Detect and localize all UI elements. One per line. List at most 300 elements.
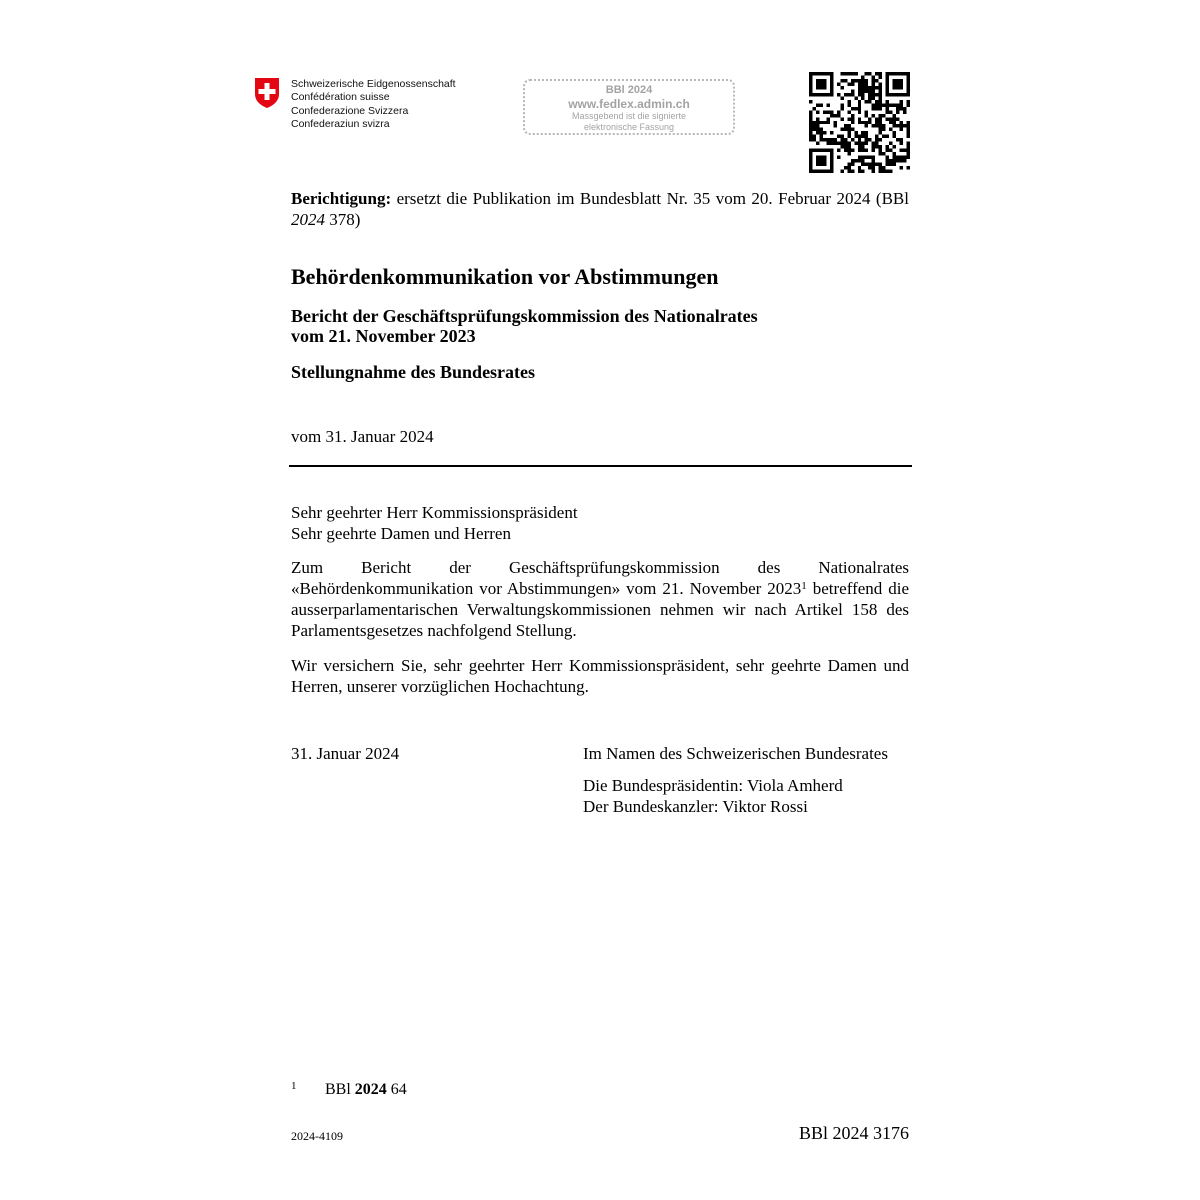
qr-module bbox=[896, 82, 899, 85]
qr-module bbox=[847, 117, 850, 120]
qr-module bbox=[816, 142, 819, 145]
qr-module bbox=[882, 103, 885, 106]
qr-module bbox=[858, 121, 861, 124]
qr-module bbox=[872, 82, 875, 85]
qr-module bbox=[900, 121, 903, 124]
qr-module bbox=[809, 75, 812, 78]
qr-module bbox=[907, 121, 910, 124]
qr-module bbox=[893, 114, 896, 117]
qr-module bbox=[879, 170, 882, 173]
qr-module bbox=[809, 131, 812, 134]
qr-module bbox=[812, 170, 815, 173]
qr-module bbox=[861, 75, 864, 78]
qr-module bbox=[861, 156, 864, 159]
qr-module bbox=[847, 166, 850, 169]
qr-module bbox=[882, 128, 885, 131]
qr-module bbox=[819, 121, 822, 124]
qr-module bbox=[879, 114, 882, 117]
qr-module bbox=[844, 145, 847, 148]
qr-module bbox=[861, 93, 864, 96]
qr-module bbox=[809, 135, 812, 138]
qr-module bbox=[816, 159, 819, 162]
qr-module bbox=[816, 79, 819, 82]
qr-module bbox=[837, 142, 840, 145]
qr-module bbox=[872, 166, 875, 169]
qr-module bbox=[886, 110, 889, 113]
qr-module bbox=[812, 149, 815, 152]
qr-module bbox=[851, 163, 854, 166]
qr-module bbox=[830, 152, 833, 155]
salutation bbox=[291, 502, 578, 544]
qr-module bbox=[809, 110, 812, 113]
qr-module bbox=[858, 135, 861, 138]
qr-module bbox=[865, 138, 868, 141]
qr-module bbox=[893, 82, 896, 85]
qr-module bbox=[816, 72, 819, 75]
qr-module bbox=[858, 142, 861, 145]
qr-module bbox=[837, 156, 840, 159]
qr-module bbox=[879, 103, 882, 106]
qr-module bbox=[861, 121, 864, 124]
qr-module bbox=[886, 72, 889, 75]
correction-year: 2024 bbox=[291, 210, 325, 229]
qr-module bbox=[872, 93, 875, 96]
qr-module bbox=[868, 156, 871, 159]
qr-module bbox=[903, 156, 906, 159]
document-date: vom 31. Januar 2024 bbox=[291, 427, 434, 446]
qr-module bbox=[900, 142, 903, 145]
qr-module bbox=[854, 159, 857, 162]
qr-module bbox=[861, 142, 864, 145]
qr-module bbox=[826, 117, 829, 120]
qr-module bbox=[854, 135, 857, 138]
qr-module bbox=[875, 145, 878, 148]
qr-module bbox=[840, 96, 843, 99]
qr-module bbox=[851, 114, 854, 117]
qr-module bbox=[809, 166, 812, 169]
qr-module bbox=[886, 100, 889, 103]
qr-module bbox=[872, 107, 875, 110]
qr-module bbox=[875, 86, 878, 89]
qr-module bbox=[809, 124, 812, 127]
qr-module bbox=[851, 117, 854, 120]
qr-module bbox=[907, 131, 910, 134]
qr-module bbox=[830, 159, 833, 162]
qr-module bbox=[840, 72, 843, 75]
qr-module bbox=[903, 72, 906, 75]
signature-on-behalf: Im Namen des Schweizerischen Bundesrates bbox=[583, 744, 888, 763]
qr-module bbox=[847, 145, 850, 148]
qr-module bbox=[893, 121, 896, 124]
qr-module bbox=[900, 107, 903, 110]
qr-module bbox=[847, 149, 850, 152]
qr-module bbox=[812, 121, 815, 124]
qr-module bbox=[896, 107, 899, 110]
qr-module bbox=[900, 149, 903, 152]
qr-module bbox=[823, 72, 826, 75]
stamp-note-1: Massgebend ist die signierte bbox=[571, 111, 687, 121]
qr-module bbox=[816, 103, 819, 106]
qr-module bbox=[868, 89, 871, 92]
qr-module bbox=[830, 170, 833, 173]
qr-module bbox=[861, 170, 864, 173]
qr-module bbox=[823, 170, 826, 173]
qr-module bbox=[823, 138, 826, 141]
qr-module bbox=[872, 159, 875, 162]
qr-module bbox=[847, 131, 850, 134]
qr-module bbox=[837, 135, 840, 138]
qr-module bbox=[907, 82, 910, 85]
qr-module bbox=[907, 100, 910, 103]
qr-module bbox=[889, 170, 892, 173]
qr-module bbox=[858, 166, 861, 169]
qr-module bbox=[816, 124, 819, 127]
qr-module bbox=[893, 135, 896, 138]
qr-module bbox=[889, 128, 892, 131]
qr-module bbox=[868, 72, 871, 75]
qr-module bbox=[854, 142, 857, 145]
qr-module bbox=[889, 163, 892, 166]
qr-module bbox=[809, 82, 812, 85]
qr-module bbox=[886, 89, 889, 92]
qr-module bbox=[823, 121, 826, 124]
qr-module bbox=[879, 89, 882, 92]
qr-module bbox=[879, 128, 882, 131]
qr-module bbox=[844, 124, 847, 127]
qr-module bbox=[847, 128, 850, 131]
qr-module bbox=[809, 89, 812, 92]
qr-module bbox=[837, 114, 840, 117]
subtitle-line-1: Bericht der Geschäftsprüfungskommission des Nationalrates bbox=[291, 306, 758, 326]
qr-module bbox=[882, 152, 885, 155]
qr-module bbox=[868, 138, 871, 141]
qr-module bbox=[903, 107, 906, 110]
qr-module bbox=[812, 138, 815, 141]
salutation-line-2: Sehr geehrte Damen und Herren bbox=[291, 524, 511, 543]
qr-module bbox=[816, 156, 819, 159]
correction-label: Berichtigung: bbox=[291, 189, 392, 208]
qr-module bbox=[858, 159, 861, 162]
qr-module bbox=[819, 131, 822, 134]
qr-module bbox=[886, 117, 889, 120]
qr-module bbox=[851, 138, 854, 141]
signature-spacer bbox=[583, 764, 913, 775]
confederation-name-it: Confederazione Svizzera bbox=[291, 104, 409, 117]
qr-module bbox=[886, 79, 889, 82]
qr-module bbox=[861, 159, 864, 162]
qr-module bbox=[907, 166, 910, 169]
qr-module bbox=[826, 121, 829, 124]
qr-module bbox=[830, 89, 833, 92]
qr-module bbox=[833, 138, 836, 141]
confederation-name-rm: Confederaziun svizra bbox=[291, 117, 390, 130]
signature-president: Die Bundespräsidentin: Viola Amherd bbox=[583, 776, 843, 795]
qr-module bbox=[907, 124, 910, 127]
body-paragraph-2: Wir versichern Sie, sehr geehrter Herr Kommissionspräsident, sehr geehrte Damen und Herren, unserer vorzüglichen Hochachtung. bbox=[291, 656, 909, 696]
qr-module bbox=[868, 100, 871, 103]
qr-module bbox=[851, 121, 854, 124]
qr-module bbox=[812, 124, 815, 127]
qr-module bbox=[851, 72, 854, 75]
qr-module bbox=[893, 131, 896, 134]
qr-module bbox=[879, 145, 882, 148]
qr-module bbox=[861, 86, 864, 89]
qr-module bbox=[872, 75, 875, 78]
qr-module bbox=[833, 114, 836, 117]
qr-module bbox=[816, 86, 819, 89]
qr-module bbox=[819, 86, 822, 89]
qr-module bbox=[851, 93, 854, 96]
qr-module bbox=[809, 159, 812, 162]
qr-module bbox=[830, 86, 833, 89]
qr-module bbox=[896, 86, 899, 89]
qr-module bbox=[893, 159, 896, 162]
qr-module bbox=[858, 93, 861, 96]
qr-module bbox=[847, 72, 850, 75]
qr-module bbox=[847, 103, 850, 106]
qr-module bbox=[875, 117, 878, 120]
qr-module bbox=[847, 110, 850, 113]
qr-module bbox=[900, 128, 903, 131]
qr-module bbox=[826, 103, 829, 106]
qr-module bbox=[858, 82, 861, 85]
qr-module bbox=[900, 159, 903, 162]
qr-module bbox=[830, 93, 833, 96]
qr-module bbox=[893, 163, 896, 166]
qr-module bbox=[847, 170, 850, 173]
qr-module bbox=[907, 72, 910, 75]
qr-module bbox=[826, 138, 829, 141]
qr-module bbox=[875, 138, 878, 141]
qr-module bbox=[907, 142, 910, 145]
qr-module bbox=[872, 145, 875, 148]
swiss-coat-of-arms-icon bbox=[254, 77, 280, 109]
body-paragraph-1-end: betreffend die ausserparlamentarischen Verwaltungskommissionen nehmen wir nach Artikel 158 des Parlamentsgesetzes nachfolgend Stellung. bbox=[291, 579, 909, 640]
qr-module bbox=[816, 170, 819, 173]
qr-module bbox=[844, 149, 847, 152]
document-subtitle bbox=[291, 306, 909, 346]
qr-module bbox=[858, 117, 861, 120]
qr-module bbox=[896, 79, 899, 82]
qr-module bbox=[900, 82, 903, 85]
qr-module bbox=[837, 110, 840, 113]
qr-module bbox=[830, 82, 833, 85]
qr-module bbox=[886, 103, 889, 106]
qr-module bbox=[879, 138, 882, 141]
qr-module bbox=[865, 82, 868, 85]
qr-module bbox=[900, 138, 903, 141]
qr-module bbox=[886, 149, 889, 152]
salutation-line-1: Sehr geehrter Herr Kommissionspräsident bbox=[291, 503, 578, 522]
qr-module bbox=[830, 166, 833, 169]
qr-module bbox=[809, 114, 812, 117]
qr-module bbox=[896, 110, 899, 113]
qr-module bbox=[819, 163, 822, 166]
qr-module bbox=[861, 79, 864, 82]
qr-module bbox=[886, 86, 889, 89]
qr-module bbox=[886, 93, 889, 96]
qr-module bbox=[879, 86, 882, 89]
qr-module bbox=[903, 159, 906, 162]
qr-module bbox=[858, 86, 861, 89]
page-reference: BBl 2024 3176 bbox=[798, 1123, 909, 1143]
qr-module bbox=[907, 79, 910, 82]
stamp-note-2: elektronische Fassung bbox=[583, 122, 675, 132]
qr-module bbox=[865, 72, 868, 75]
qr-module bbox=[854, 72, 857, 75]
qr-module bbox=[826, 93, 829, 96]
qr-module bbox=[879, 96, 882, 99]
qr-module bbox=[819, 82, 822, 85]
qr-module bbox=[840, 107, 843, 110]
correction-text: ersetzt die Publikation im Bundesblatt Nr. 35 vom 20. Februar 2024 (BBl bbox=[391, 189, 909, 208]
qr-module bbox=[889, 110, 892, 113]
qr-module bbox=[840, 79, 843, 82]
qr-module bbox=[879, 121, 882, 124]
qr-module bbox=[851, 170, 854, 173]
qr-module bbox=[907, 103, 910, 106]
qr-module bbox=[872, 79, 875, 82]
qr-module bbox=[819, 138, 822, 141]
qr-module bbox=[819, 72, 822, 75]
qr-module bbox=[872, 96, 875, 99]
qr-module bbox=[823, 82, 826, 85]
qr-module bbox=[865, 89, 868, 92]
qr-module bbox=[840, 170, 843, 173]
qr-module bbox=[823, 163, 826, 166]
qr-module bbox=[872, 86, 875, 89]
qr-module bbox=[861, 149, 864, 152]
qr-module bbox=[868, 117, 871, 120]
qr-module bbox=[851, 89, 854, 92]
qr-module bbox=[882, 114, 885, 117]
qr-module bbox=[826, 149, 829, 152]
qr-module bbox=[879, 100, 882, 103]
qr-module bbox=[889, 121, 892, 124]
qr-module bbox=[868, 166, 871, 169]
qr-module bbox=[809, 152, 812, 155]
qr-module bbox=[872, 156, 875, 159]
qr-module bbox=[830, 142, 833, 145]
qr-module bbox=[840, 117, 843, 120]
qr-module bbox=[865, 142, 868, 145]
qr-module bbox=[872, 170, 875, 173]
qr-module bbox=[861, 89, 864, 92]
qr-module bbox=[861, 131, 864, 134]
qr-module bbox=[879, 131, 882, 134]
qr-module bbox=[826, 170, 829, 173]
qr-module bbox=[851, 82, 854, 85]
qr-module bbox=[893, 152, 896, 155]
qr-module bbox=[875, 163, 878, 166]
qr-module bbox=[886, 170, 889, 173]
qr-module bbox=[865, 110, 868, 113]
qr-module bbox=[830, 163, 833, 166]
qr-module bbox=[875, 135, 878, 138]
qr-module bbox=[809, 163, 812, 166]
qr-module bbox=[809, 72, 812, 75]
qr-module bbox=[854, 79, 857, 82]
qr-module bbox=[847, 135, 850, 138]
qr-module bbox=[854, 107, 857, 110]
qr-module bbox=[809, 117, 812, 120]
qr-module bbox=[865, 124, 868, 127]
qr-module bbox=[872, 124, 875, 127]
footnote-year: 2024 bbox=[354, 1081, 387, 1098]
qr-module bbox=[893, 72, 896, 75]
qr-module bbox=[847, 163, 850, 166]
qr-module bbox=[865, 149, 868, 152]
qr-module bbox=[812, 93, 815, 96]
qr-module bbox=[896, 72, 899, 75]
qr-module bbox=[830, 156, 833, 159]
qr-module bbox=[816, 149, 819, 152]
section-title: Stellungnahme des Bundesrates bbox=[291, 362, 536, 382]
qr-module bbox=[809, 121, 812, 124]
qr-module bbox=[886, 82, 889, 85]
qr-module bbox=[868, 86, 871, 89]
qr-module bbox=[809, 79, 812, 82]
qr-module bbox=[882, 135, 885, 138]
qr-module bbox=[851, 107, 854, 110]
divider bbox=[289, 465, 912, 467]
qr-module bbox=[879, 75, 882, 78]
qr-module bbox=[851, 128, 854, 131]
qr-module bbox=[907, 135, 910, 138]
qr-module bbox=[819, 128, 822, 131]
qr-module bbox=[847, 142, 850, 145]
qr-module bbox=[840, 103, 843, 106]
qr-module bbox=[809, 138, 812, 141]
qr-module bbox=[858, 107, 861, 110]
qr-module bbox=[872, 103, 875, 106]
qr-module bbox=[865, 131, 868, 134]
qr-module bbox=[819, 103, 822, 106]
qr-module bbox=[819, 135, 822, 138]
qr-module bbox=[826, 110, 829, 113]
confederation-name-de: Schweizerische Eidgenossenschaft bbox=[291, 78, 456, 90]
qr-module bbox=[816, 121, 819, 124]
qr-module bbox=[823, 149, 826, 152]
stamp-gazette: BBl 2024 bbox=[605, 84, 653, 96]
footnote-reference[interactable]: 1 bbox=[801, 580, 807, 592]
qr-module bbox=[809, 93, 812, 96]
qr-module bbox=[886, 135, 889, 138]
qr-module bbox=[879, 149, 882, 152]
qr-module bbox=[840, 86, 843, 89]
qr-module bbox=[861, 96, 864, 99]
qr-module bbox=[858, 89, 861, 92]
qr-module bbox=[840, 135, 843, 138]
qr-module bbox=[819, 159, 822, 162]
qr-module bbox=[844, 72, 847, 75]
qr-module bbox=[865, 114, 868, 117]
qr-module bbox=[816, 163, 819, 166]
qr-module bbox=[823, 79, 826, 82]
qr-module bbox=[875, 121, 878, 124]
qr-module bbox=[879, 72, 882, 75]
qr-module bbox=[896, 124, 899, 127]
qr-module bbox=[840, 142, 843, 145]
footnote bbox=[291, 1076, 407, 1100]
qr-module bbox=[900, 93, 903, 96]
qr-module bbox=[879, 107, 882, 110]
qr-module bbox=[837, 93, 840, 96]
qr-module bbox=[809, 156, 812, 159]
qr-module bbox=[816, 82, 819, 85]
qr-module bbox=[879, 152, 882, 155]
qr-module bbox=[858, 149, 861, 152]
